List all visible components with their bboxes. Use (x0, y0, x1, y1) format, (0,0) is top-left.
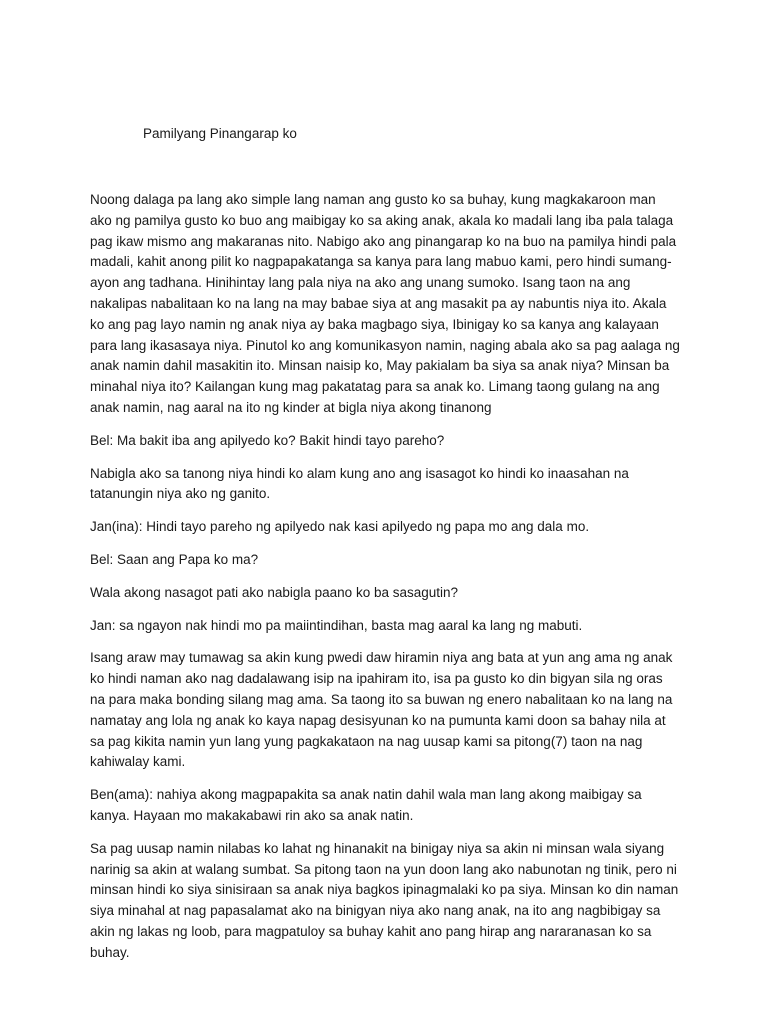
paragraph-phone-call: Isang araw may tumawag sa akin kung pwedi daw hiramin niya ang bata at yun ang ama ng anak ko hindi naman ako nag dadalawang isip na ipahiram ito, isa pa gusto ko din bigyan sila ng oras na para maka bonding silang mag ama. Sa taong ito sa buwan ng enero nabalitaan ko na lang na namatay ang lola ng anak ko kaya napag desisyunan ko na pumunta kami doon sa bahay nila at sa pag kikita namin yun lang yung pagkakataon na nag uusap kami sa pitong(7) taon na nag kahiwalay kami. (90, 650, 673, 770)
paragraph-no-answer: Wala akong nasagot pati ako nabigla paano ko ba sasagutin? (90, 584, 459, 600)
dialogue-jan-answer: Jan(ina): Hindi tayo pareho ng apilyedo nak kasi apilyedo ng papa mo ang dala mo. (90, 519, 590, 535)
dialogue-bel-question: Bel: Ma bakit iba ang apilyedo ko? Bakit hindi tayo pareho? (90, 432, 445, 448)
document-body (90, 190, 680, 976)
document-title: Pamilyang Pinangarap ko (143, 126, 297, 141)
paragraph-surprise: Nabigla ako sa tanong niya hindi ko alam kung ano ang isasagot ko hindi ko inaasahan na tatanungin niya ako ng ganito. (90, 465, 629, 502)
paragraph-conclusion: Sa pag uusap namin nilabas ko lahat ng hinanakit na binigay niya sa akin ni minsan wala siyang narinig sa akin at walang sumbat. Sa pitong taon na yun doon lang ako nabunotan ng tinik, pero ni minsan hindi ko siya sinisiraan sa anak niya bagkos ipinagmalaki ko pa siya. Minsan ko din naman siya minahal at nag papasalamat ako na binigyan niya ako nang anak, na ito ang nagbibigay sa akin ng lakas ng loob, para magpatuloy sa buhay kahit ano pang hirap ang nararanasan ko sa buhay. (90, 840, 679, 960)
dialogue-ben-ama: Ben(ama): nahiya akong magpapakita sa anak natin dahil wala man lang akong maibigay sa kanya. Hayaan mo makakabawi rin ako sa anak natin. (90, 787, 642, 823)
paragraph-intro: Noong dalaga pa lang ako simple lang naman ang gusto ko sa buhay, kung magkakaroon man ako ng pamilya gusto ko buo ang maibigay ko sa aking anak, akala ko madali lang iba pala talaga pag ikaw mismo ang makaranas nito. Nabigo ako ang pinangarap ko na buo na pamilya hindi pala madali, kahit anong pilit ko nagpapakatanga sa kanya para lang mabuo kami, pero hindi sumang-ayon ang tadhana. Hinihintay lang pala niya na ako ang unang sumoko. Isang taon na ang nakalipas nabalitaan ko na lang na may babae siya at ang masakit pa ay nabuntis niya ito. Akala ko ang pag layo namin ng anak niya ay baka magbago siya, Ibinigay ko sa kanya ang kalayaan para lang ikasasaya niya. Pinutol ko ang komunikasyon namin, naging abala ako sa pag aalaga ng anak namin dahil masakitin ito. Minsan naisip ko, May pakialam ba siya sa anak niya? Minsan ba minahal niya ito? Kailangan kung mag pakatatag para sa anak ko. Limang taong gulang na ang anak namin, nag aaral na ito ng kinder at bigla niya akong tinanong (90, 192, 680, 415)
dialogue-bel-where-papa: Bel: Saan ang Papa ko ma? (90, 551, 259, 567)
dialogue-jan-study: Jan: sa ngayon nak hindi mo pa maiintindihan, basta mag aaral ka lang ng mabuti. (90, 617, 583, 633)
